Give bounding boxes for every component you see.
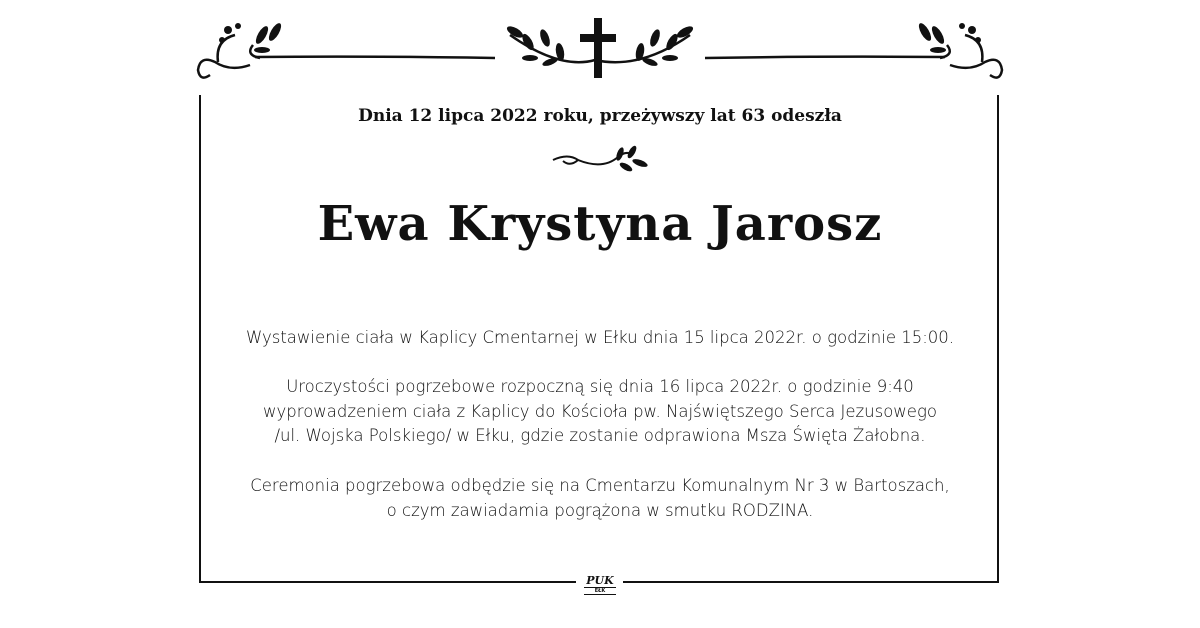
text-line: Uroczystości pogrzebowe rozpoczną się dnia 16 lipca 2022r. o godzinie 9:40 [286,377,914,396]
deceased-name: Ewa Krystyna Jarosz [317,196,883,252]
text-line: /ul. Wojska Polskiego/ w Ełku, gdzie zostanie odprawiona Msza Święta Żałobna. [274,426,926,445]
paragraph-viewing [0,326,1200,351]
death-date-heading: Dnia 12 lipca 2022 roku, przeżywszy lat 63 odeszła [358,106,842,126]
ornament-line-left [255,57,495,58]
puk-logo: PUK EŁK [580,575,620,596]
paragraph-ceremony [0,375,1200,449]
text-line: Ceremonia pogrzebowa odbędzie się na Cmentarzu Komunalnym Nr 3 w Bartoszach, [250,476,950,495]
cross-wreath-icon [505,18,695,78]
frame-bottom-left [199,581,576,583]
ornament-line-right [705,57,945,58]
swirl-right [950,60,1002,78]
text-line: wyprowadzeniem ciała z Kaplicy do Kościoła pw. Najświętszego Serca Jezusowego [263,401,937,421]
text-line: Wystawienie ciała w Kaplicy Cmentarnej w Ełku dnia 15 lipca 2022r. o godzinie 15:00. [245,328,955,347]
text-line: o czym zawiadamia pogrążona w smutku RODZINA. [386,500,814,520]
frame-bottom-right [623,581,999,583]
swirl-left [198,60,250,78]
paragraph-burial [0,474,1200,523]
flourish-divider [548,145,652,177]
top-ornament [0,0,1200,100]
